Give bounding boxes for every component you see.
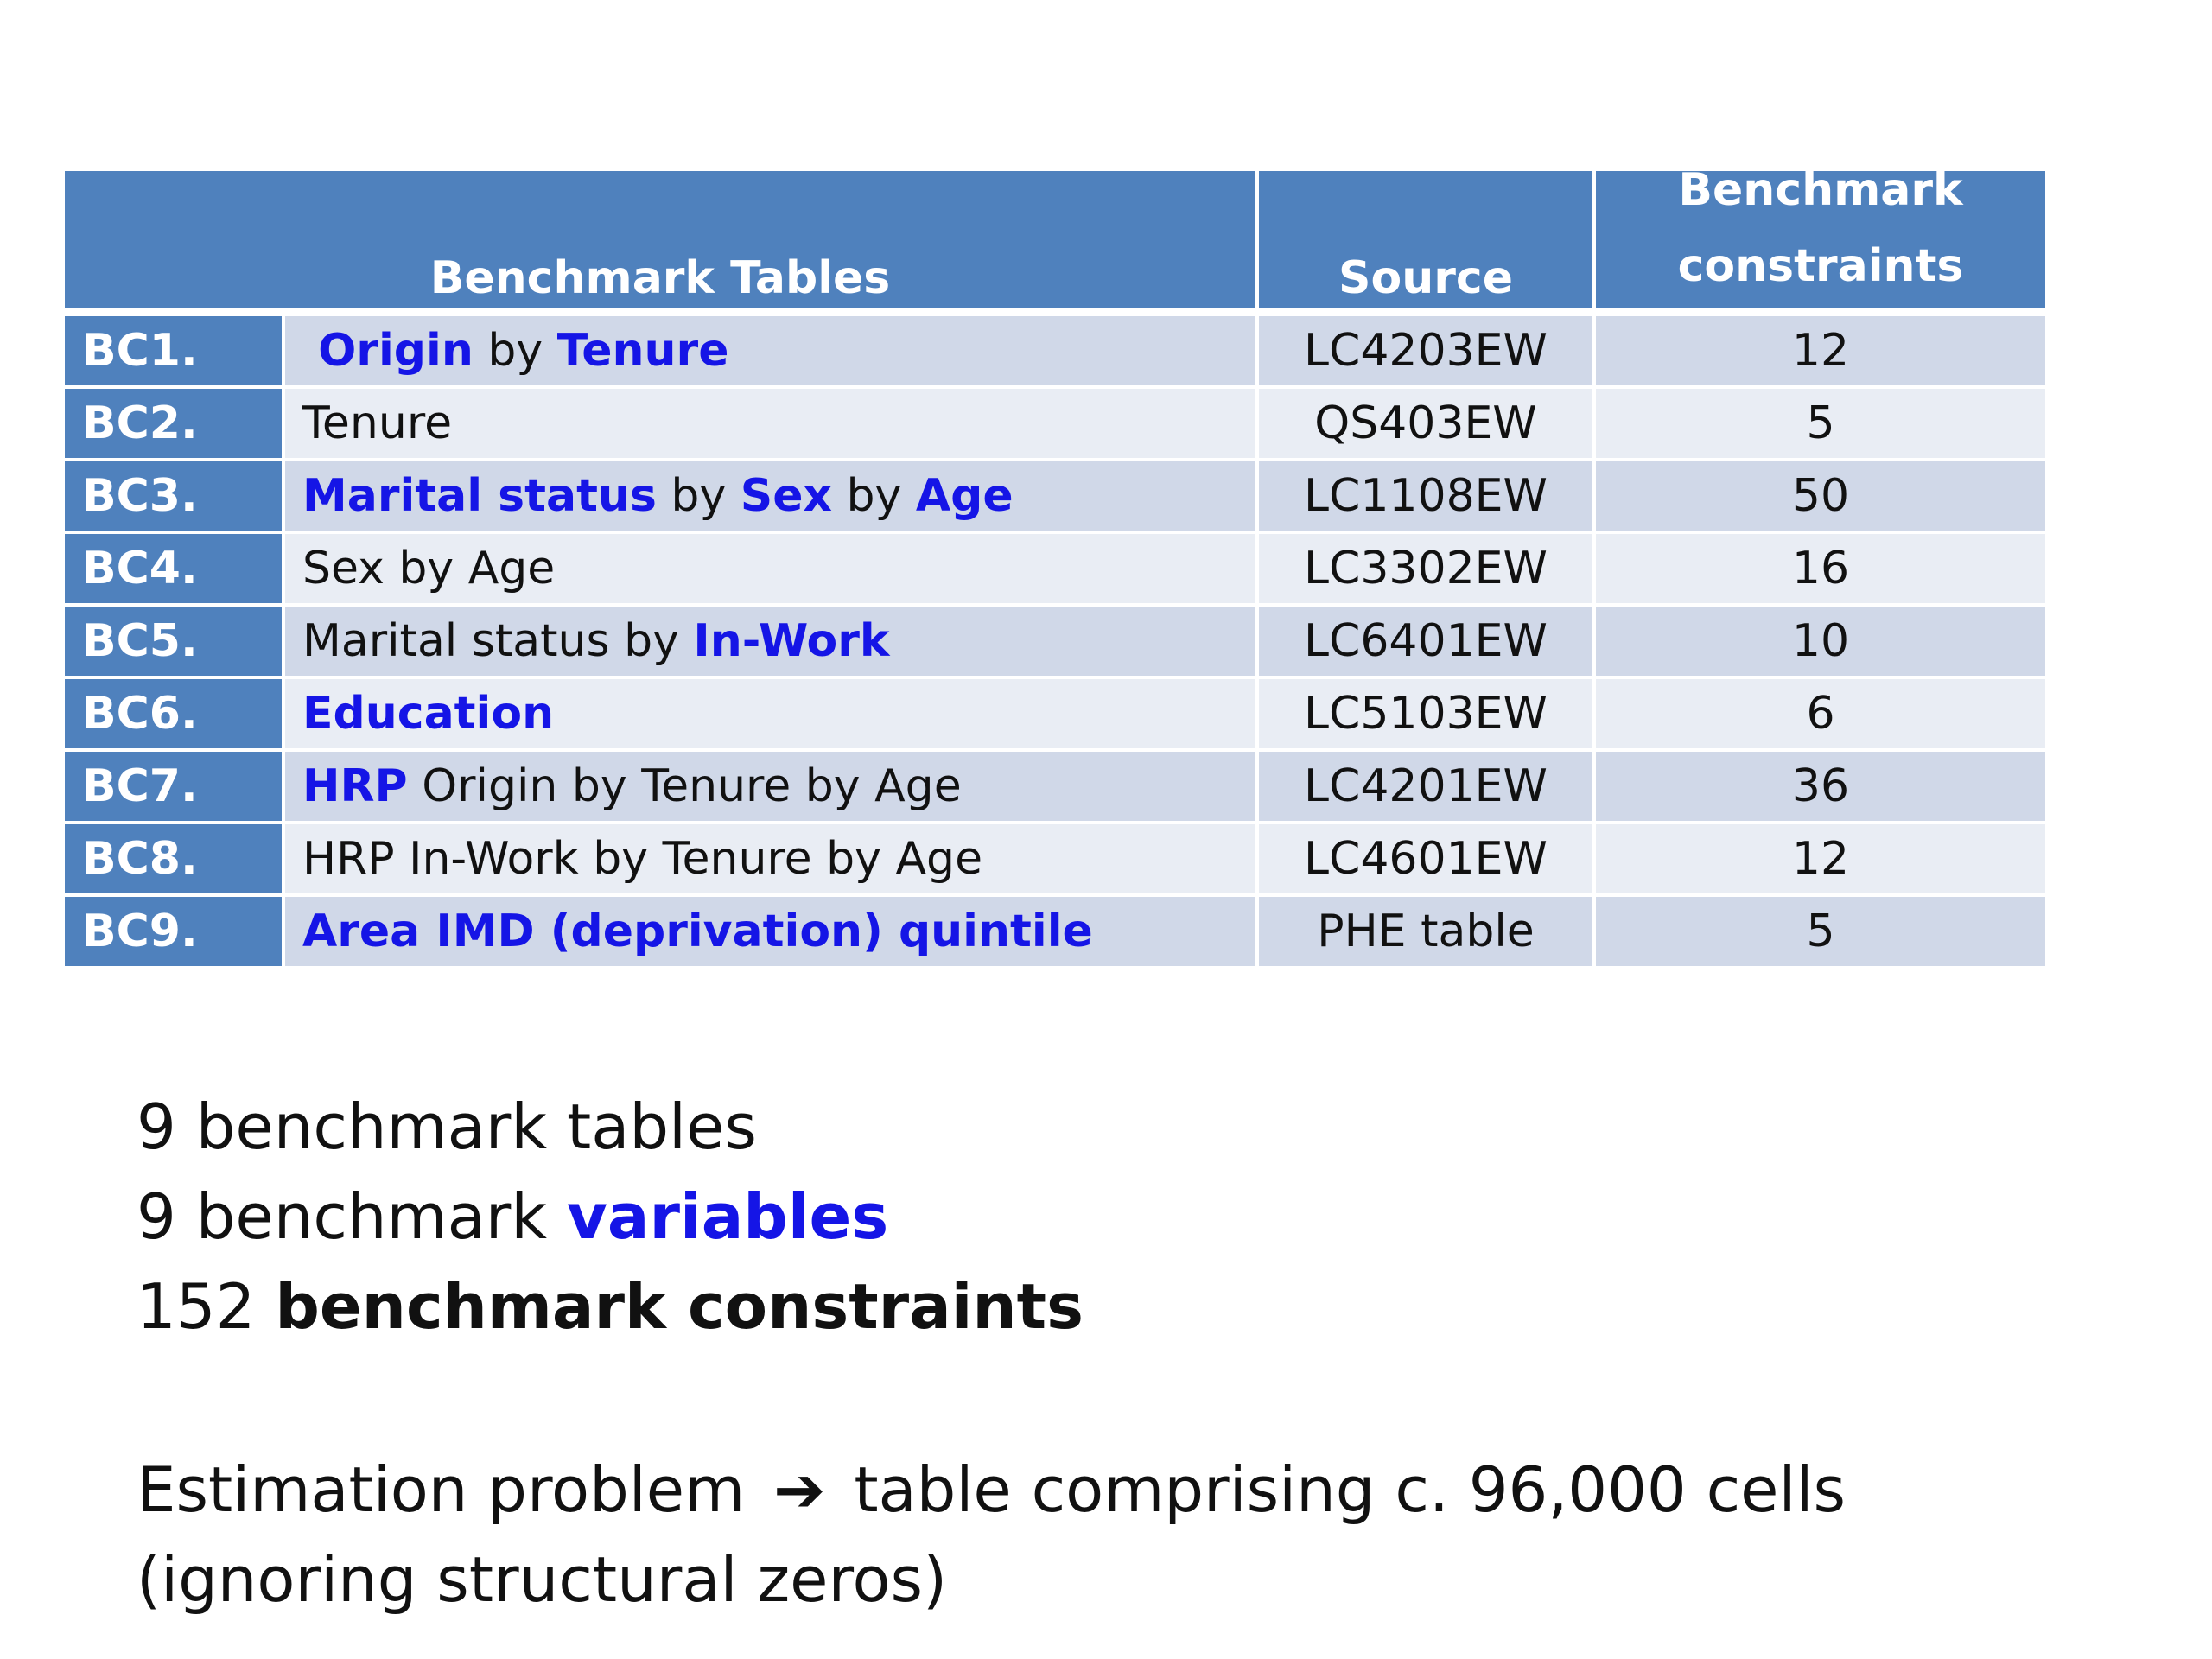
description-variable: Age <box>915 470 1014 522</box>
row-id: BC8. <box>65 824 285 897</box>
row-constraints: 50 <box>1596 461 2045 534</box>
row-source: LC6401EW <box>1259 607 1596 679</box>
row-source: LC4201EW <box>1259 752 1596 824</box>
summary-block <box>137 1082 1084 1351</box>
row-constraints: 5 <box>1596 389 2045 461</box>
header-benchmark-tables: Benchmark Tables <box>65 171 1259 316</box>
row-constraints: 10 <box>1596 607 2045 679</box>
row-description <box>285 607 1259 679</box>
description-variable: Sex <box>740 470 833 522</box>
header-constraints-line1: Benchmark <box>1678 171 1963 216</box>
description-variable: Area IMD (deprivation) quintile <box>302 906 1093 957</box>
row-id: BC7. <box>65 752 285 824</box>
description-text: Marital status by <box>302 615 694 667</box>
row-description <box>285 897 1259 969</box>
row-constraints: 5 <box>1596 897 2045 969</box>
summary-constraints-prefix: 152 <box>137 1270 276 1343</box>
header-constraints-line2: constraints <box>1677 240 1964 292</box>
summary-variables-highlight: variables <box>567 1180 889 1253</box>
row-constraints: 12 <box>1596 824 2045 897</box>
header-benchmark-constraints <box>1596 171 2045 316</box>
description-variable: Education <box>302 688 555 740</box>
description-variable: HRP <box>302 760 408 812</box>
row-description <box>285 679 1259 752</box>
row-description <box>285 461 1259 534</box>
row-description <box>285 534 1259 607</box>
estimation-block <box>137 1445 1846 1624</box>
description-variable: Marital status <box>302 470 657 522</box>
description-text: by <box>656 470 741 522</box>
row-source: LC1108EW <box>1259 461 1596 534</box>
row-constraints: 12 <box>1596 316 2045 389</box>
row-id: BC5. <box>65 607 285 679</box>
right-arrow-icon: ➔ <box>773 1453 826 1526</box>
row-description <box>285 824 1259 897</box>
description-text: Origin by Tenure by Age <box>407 760 962 812</box>
estimation-suffix: table comprising c. 96,000 cells <box>854 1453 1846 1526</box>
row-id: BC6. <box>65 679 285 752</box>
description-text: by <box>832 470 916 522</box>
description-text: Tenure <box>302 397 453 449</box>
description-variable: In-Work <box>693 615 890 667</box>
row-constraints: 16 <box>1596 534 2045 607</box>
description-text: HRP In-Work by Tenure by Age <box>302 833 983 885</box>
description-variable: Tenure <box>556 325 729 377</box>
row-source: LC3302EW <box>1259 534 1596 607</box>
summary-variables-count <box>137 1172 1084 1262</box>
row-description <box>285 389 1259 461</box>
summary-variables-prefix: 9 benchmark <box>137 1180 567 1253</box>
row-source: LC4601EW <box>1259 824 1596 897</box>
summary-tables-count: 9 benchmark tables <box>137 1090 757 1163</box>
estimation-line <box>137 1445 1846 1535</box>
summary-constraints-count <box>137 1262 1084 1351</box>
header-source: Source <box>1259 171 1596 316</box>
row-id: BC1. <box>65 316 285 389</box>
estimation-note: (ignoring structural zeros) <box>137 1543 948 1616</box>
row-description <box>285 752 1259 824</box>
row-id: BC4. <box>65 534 285 607</box>
description-text: by <box>473 325 557 377</box>
row-source: PHE table <box>1259 897 1596 969</box>
row-id: BC9. <box>65 897 285 969</box>
row-constraints: 6 <box>1596 679 2045 752</box>
description-variable: Origin <box>302 325 474 377</box>
row-constraints: 36 <box>1596 752 2045 824</box>
row-source: LC4203EW <box>1259 316 1596 389</box>
benchmark-table <box>65 171 2045 969</box>
description-text: Sex by Age <box>302 543 556 594</box>
row-description <box>285 316 1259 389</box>
row-id: BC3. <box>65 461 285 534</box>
row-source: QS403EW <box>1259 389 1596 461</box>
row-source: LC5103EW <box>1259 679 1596 752</box>
estimation-prefix: Estimation problem <box>137 1453 746 1526</box>
summary-constraints-bold: benchmark constraints <box>275 1270 1084 1343</box>
row-id: BC2. <box>65 389 285 461</box>
